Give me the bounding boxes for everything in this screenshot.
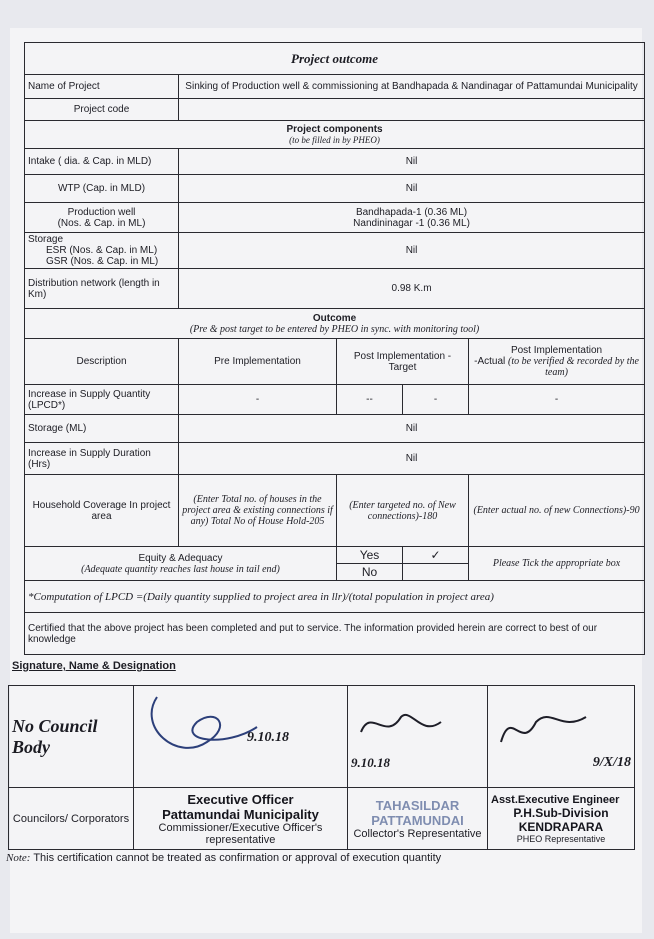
- commissioner-stamp-line2: Pattamundai Municipality: [162, 806, 319, 822]
- increase-supply-label: Increase in Supply Quantity (LPCD*): [25, 385, 179, 415]
- yes-label: Yes: [337, 547, 403, 564]
- engineer-stamp-line2: P.H.Sub-Division: [513, 805, 609, 820]
- no-label: No: [337, 564, 403, 581]
- household-label: Household Coverage In project area: [25, 475, 179, 547]
- signature-heading: Signature, Name & Designation: [12, 660, 176, 672]
- increase-duration-value: Nil: [179, 443, 645, 475]
- engineer-stamp-line1: Asst.Executive Engineer: [491, 793, 620, 806]
- yes-tick-box[interactable]: ✓: [403, 547, 469, 564]
- intake-value: Nil: [179, 149, 645, 175]
- collector-stamp: TAHASILDAR PATTAMUNDAI: [371, 797, 464, 828]
- name-of-project-value: Sinking of Production well & commissioning at Bandhapada & Nandinagar of Pattamundai Municipality: [179, 75, 645, 99]
- col-pre-implementation: Pre Implementation: [179, 339, 337, 385]
- increase-supply-target-a: --: [337, 385, 403, 415]
- household-actual: (Enter actual no. of new Connections)-90: [469, 475, 645, 547]
- collector-label: Collector's Representative: [353, 827, 482, 840]
- storage-label: [25, 233, 179, 269]
- intake-label: Intake ( dia. & Cap. in MLD): [25, 149, 179, 175]
- collector-signature-icon: [351, 702, 471, 752]
- collector-signature-cell: [348, 686, 488, 788]
- tick-instruction: Please Tick the appropriate box: [469, 547, 645, 581]
- distribution-label: Distribution network (length in Km): [25, 269, 179, 309]
- councilor-signature-cell: [9, 686, 134, 788]
- signature-table: [8, 685, 635, 850]
- storage-value: Nil: [179, 233, 645, 269]
- note-text: This certification cannot be treated as confirmation or approval of execution quantity: [33, 852, 442, 864]
- form-title: Project outcome: [25, 43, 645, 75]
- col-post-actual-line3: (to be verified & recorded by the team): [508, 356, 639, 378]
- components-heading-text: Project components: [286, 124, 383, 135]
- increase-supply-actual: -: [469, 385, 645, 415]
- computation-note: *Computation of LPCD =(Daily quantity supplied to project area in llr)/(total population in project area): [25, 581, 645, 613]
- project-code-label: Project code: [25, 99, 179, 121]
- councilor-label: Councilors/ Corporators: [9, 788, 134, 850]
- distribution-value: 0.98 K.m: [179, 269, 645, 309]
- storage-label-heading: Storage: [28, 234, 64, 245]
- household-pre: (Enter Total no. of houses in the project area & existing connections if any) Total No of House Hold-205: [179, 475, 337, 547]
- production-well-label: [25, 203, 179, 233]
- engineer-label-cell: [488, 788, 635, 850]
- equity-label-line2: (Adequate quantity reaches last house in tail end): [81, 563, 280, 575]
- storage-ml-label: Storage (ML): [25, 415, 179, 443]
- col-post-target: Post Implementation - Target: [337, 339, 469, 385]
- household-target: (Enter targeted no. of New connections)-180: [337, 475, 469, 547]
- outcome-subheading: (Pre & post target to be entered by PHEO in sync. with monitoring tool): [189, 323, 480, 335]
- production-well-value-line2: Nandininagar -1 (0.36 ML): [353, 217, 470, 229]
- col-post-actual: [469, 339, 645, 385]
- increase-duration-label: Increase in Supply Duration (Hrs): [25, 443, 179, 475]
- components-subheading: (to be filled in by PHEO): [289, 135, 380, 145]
- wtp-label: WTP (Cap. in MLD): [25, 175, 179, 203]
- engineer-date: 9/X/18: [592, 755, 631, 770]
- certification-text: Certified that the above project has been completed and put to service. The information provided herein are correct to best of our knowledge: [25, 613, 645, 655]
- engineer-label: PHEO Representative: [516, 833, 606, 844]
- name-of-project-label: Name of Project: [25, 75, 179, 99]
- collector-date: 9.10.18: [351, 755, 390, 770]
- outcome-heading-text: Outcome: [312, 312, 357, 324]
- commissioner-stamp-line1: Executive Officer: [187, 791, 294, 807]
- commissioner-signature-cell: [134, 686, 348, 788]
- outcome-heading: [25, 309, 645, 339]
- gsr-label: GSR (Nos. & Cap. in ML): [46, 256, 159, 267]
- engineer-signature-icon: [491, 702, 611, 752]
- commissioner-signature-icon: [137, 687, 337, 767]
- commissioner-date: 9.10.18: [247, 730, 289, 745]
- equity-label-line1: Equity & Adequacy: [138, 552, 223, 564]
- engineer-stamp-line3: KENDRAPARA: [518, 819, 604, 834]
- wtp-value: Nil: [179, 175, 645, 203]
- collector-label-cell: [348, 788, 488, 850]
- commissioner-label: Commissioner/Executive Officer's representative: [158, 821, 323, 846]
- no-tick-box[interactable]: [403, 564, 469, 581]
- production-well-value: [179, 203, 645, 233]
- increase-supply-target-b: -: [403, 385, 469, 415]
- project-code-value: [179, 99, 645, 121]
- esr-label: ESR (Nos. & Cap. in ML): [46, 245, 158, 256]
- production-well-value-line1: Bandhapada-1 (0.36 ML): [355, 206, 468, 218]
- footer-note: [6, 852, 441, 864]
- col-post-actual-line1: Post Implementation: [510, 345, 603, 356]
- project-components-heading: [25, 121, 645, 149]
- equity-label: [25, 547, 337, 581]
- production-well-label-line1: Production well: [67, 206, 136, 218]
- note-prefix: Note:: [6, 852, 31, 864]
- project-outcome-table: [24, 42, 645, 655]
- storage-ml-value: Nil: [179, 415, 645, 443]
- col-description: Description: [25, 339, 179, 385]
- councilor-handwriting: No Council Body: [12, 715, 98, 757]
- commissioner-label-cell: [134, 788, 348, 850]
- production-well-label-line2: (Nos. & Cap. in ML): [57, 217, 146, 229]
- col-post-actual-line2: -Actual: [474, 356, 506, 367]
- engineer-signature-cell: [488, 686, 635, 788]
- increase-supply-pre: -: [179, 385, 337, 415]
